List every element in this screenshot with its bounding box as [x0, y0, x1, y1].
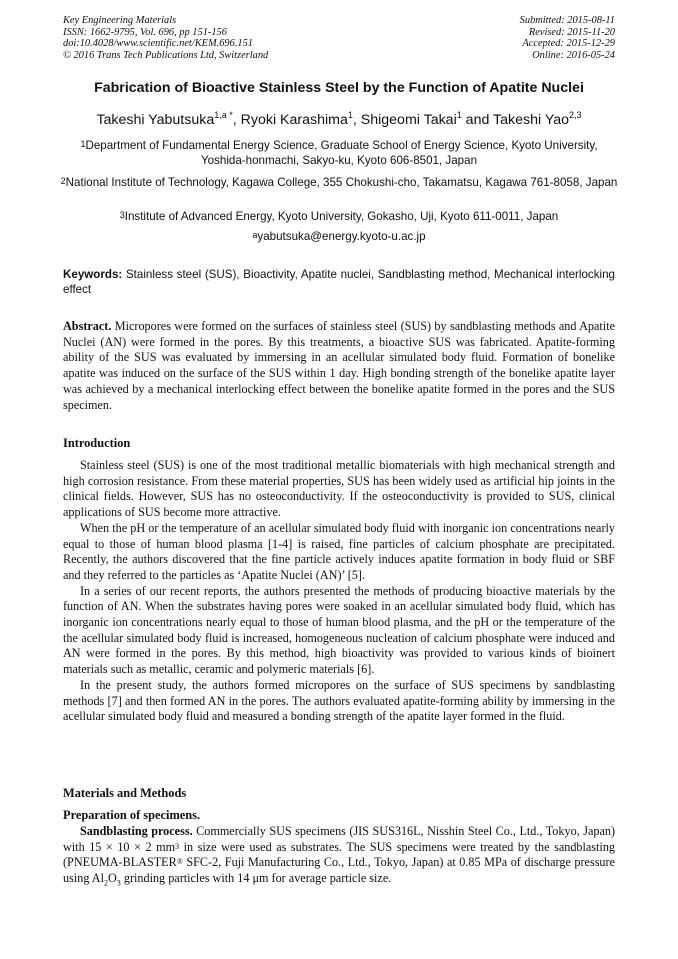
introduction-heading: Introduction — [63, 436, 131, 450]
doi: doi:10.4028/www.scientific.net/KEM.696.151 — [63, 38, 253, 49]
author-name: Takeshi Yao — [493, 112, 570, 128]
affiliation-mark: 1 — [80, 139, 86, 149]
author-separator: , — [352, 112, 361, 128]
abstract-label: Abstract. — [63, 319, 112, 333]
abstract-text: Micropores were formed on the surfaces of stainless steel (SUS) by sandblasting methods and Apatite Nuclei (AN) were formed in the pores. By this treatments, a bioactive SUS was fabricated. Apatite-forming ability of the SUS was evaluated by immersing in an acellular simulated body fluid. Formation of bonelike apatite was induced on the surface of the SUS within 1 day. High bonding strength of the bonelike apatite layer was achieved by a mechanical interlocking effect between the bonelike apatite formed in the pores and the SUS specimen. — [63, 319, 615, 412]
superscript: 3 — [175, 841, 180, 851]
accepted-date: Accepted: 2015-12-29 — [522, 38, 615, 49]
subscript: 3 — [116, 878, 121, 888]
author-affiliation-mark: 1,a * — [214, 110, 233, 120]
affiliation-text: Institute of Advanced Energy, Kyoto University, Gokasho, Uji, Kyoto 611-0011, Japan — [124, 210, 559, 223]
sandblasting-label: Sandblasting process. — [80, 824, 193, 838]
author-list — [20, 112, 658, 128]
methods-heading: Materials and Methods — [63, 786, 187, 800]
introduction-body — [63, 458, 615, 725]
author-email — [58, 230, 620, 245]
author-separator: and — [461, 112, 494, 128]
author-affiliation-mark: 1 — [456, 110, 462, 120]
paragraph-text: grinding particles with 14 μm for average particle size. — [120, 871, 392, 886]
affiliation-3 — [58, 210, 620, 225]
journal-name: Key Engineering Materials — [63, 15, 177, 26]
affiliation-mark: 3 — [119, 210, 125, 220]
paragraph: In a series of our recent reports, the authors presented the methods of producing bioactive materials by the function of AN. When the substrates having pores were soaked in an acellular simulated body fluid, which has inorganic ion concentrations nearly equal to those of human blood plasma, and the pH or the temperature of the the acellular simulated body fluid is increased, homogeneous nucleation of calcium phosphate were induced and AN were formed in the pores. By this method, high bioactivity was provided to various kinds of bioinert materials such as metallic, ceramic and polymeric materials [6]. — [63, 583, 615, 677]
paragraph: When the pH or the temperature of an acellular simulated body fluid with inorganic ion concentrations nearly equal to those of human blood plasma [1-4] is raised, fine particles of calcium phosphate are precipitated. Recently, the authors discovered that the fine particle actively induces apatite formation in body fluid or SBF and they referred to the particles as ‘Apatite Nuclei (AN)’ [5]. — [63, 520, 615, 582]
registered-mark: ® — [176, 857, 183, 867]
paragraph-text: in size were used as substrates. The SUS specimens were treated by the sandblasting (PNEUMA-BLASTER — [63, 839, 616, 870]
revised-date: Revised: 2015-11-20 — [528, 26, 615, 38]
affiliation-text: Department of Fundamental Energy Science, Graduate School of Energy Science, Kyoto University, Yoshida-honmachi, Sakyo-ku, Kyoto 606-8501, Japan — [85, 139, 598, 167]
author-affiliation-mark: 2,3 — [569, 110, 582, 120]
preparation-subheading: Preparation of specimens. — [63, 808, 201, 822]
paper-title: Fabrication of Bioactive Stainless Steel by the Function of Apatite Nuclei — [94, 80, 584, 96]
publication-dates — [520, 15, 615, 61]
author-name: Ryoki Karashima — [240, 112, 348, 128]
issn: ISSN: 1662-9795, Vol. 696, pp 151-156 — [63, 26, 227, 38]
paragraph-text: O — [107, 871, 117, 886]
online-date: Online: 2016-05-24 — [532, 49, 615, 61]
sandblasting-paragraph — [63, 824, 615, 891]
paragraph: In the present study, the authors formed micropores on the surface of SUS specimens by sandblasting methods [7] and then formed AN in the pores. The authors evaluated apatite-forming ability by immersing in the acellular simulated body fluid and measured a bonding strength of the apatite layer formed in the fluid. — [63, 677, 615, 724]
submitted-date: Submitted: 2015-08-11 — [519, 15, 615, 26]
keywords-label: Keywords: — [63, 268, 123, 281]
journal-info — [63, 15, 268, 61]
subscript: 2 — [103, 878, 108, 888]
email-address[interactable]: yabutsuka@energy.kyoto-u.ac.jp — [257, 230, 426, 243]
copyright: © 2016 Trans Tech Publications Ltd, Switzerland — [63, 49, 269, 61]
paragraph-text: SFC-2, Fuji Manufacturing Co., Ltd., Tokyo, Japan) at 0.85 MPa of discharge pressure using Al — [63, 855, 615, 886]
keywords-text: Stainless steel (SUS), Bioactivity, Apatite nuclei, Sandblasting method, Mechanical interlocking effect — [63, 268, 615, 296]
affiliation-1 — [58, 139, 620, 168]
author-name: Takeshi Yabutsuka — [96, 112, 215, 128]
author-separator: , — [232, 112, 241, 128]
abstract — [63, 319, 615, 413]
paragraph-text: Commercially SUS specimens (JIS SUS316L, Nisshin Steel Co., Ltd., Tokyo, Japan) with 15 × 10 × 2 mm — [63, 824, 616, 854]
paragraph: Stainless steel (SUS) is one of the most traditional metallic biomaterials with high mechanical strength and high corrosion resistance. From these material properties, SUS has been widely used as artificial hip joints in the clinical fields. However, SUS has no osteoconductivity. If the osteoconductivity is provided to SUS, clinical applications of SUS become more attractive. — [63, 458, 615, 520]
author-name: Shigeomi Takai — [360, 112, 457, 128]
keywords — [63, 268, 615, 297]
affiliation-text: National Institute of Technology, Kagawa College, 355 Chokushi-cho, Takamatsu, Kagawa 761-8058, Japan — [65, 176, 618, 189]
author-affiliation-mark: 1 — [347, 110, 353, 120]
affiliation-mark: 2 — [60, 176, 66, 186]
affiliation-2 — [58, 176, 620, 191]
email-mark: a — [252, 230, 258, 240]
